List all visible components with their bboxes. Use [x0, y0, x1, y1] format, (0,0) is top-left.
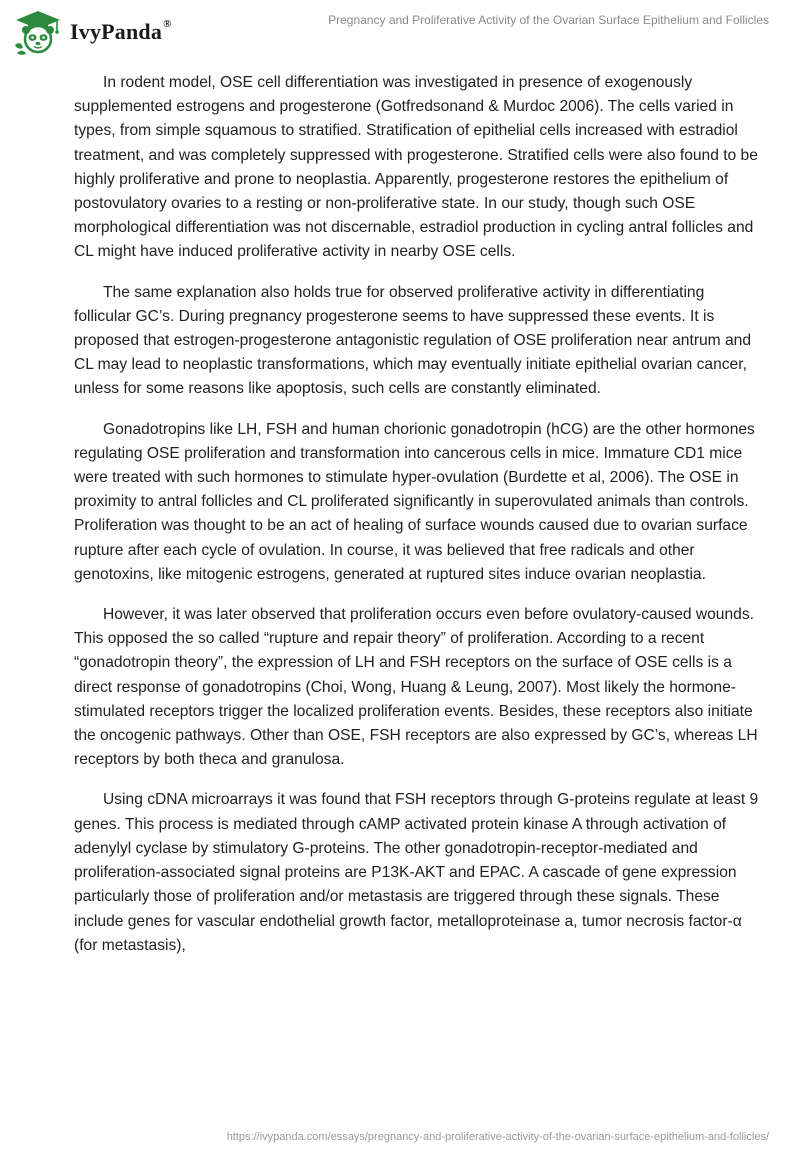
source-url[interactable]: https://ivypanda.com/essays/pregnancy-and-proliferative-activity-of-the-ovarian-surface-epithelium-and-follicles/ — [226, 1131, 769, 1143]
paragraph: Gonadotropins like LH, FSH and human chorionic gonadotropin (hCG) are the other hormones regulating OSE proliferation and transformation into cancerous cells in mice. Immature CD1 mice were treated with such hormones to stimulate hyper-ovulation (Burdette et al, 2006). The OSE in proximity to antral follicles and CL proliferated significantly in superovulated animals than controls. Proliferation was thought to be an act of healing of surface wounds caused due to ovarian surface rupture after each cycle of ovulation. In course, it was believed that free radicals and other genotoxins, like mitogenic estrogens, generated at ruptured sites induce ovarian neoplastia. — [74, 420, 755, 583]
site-logo[interactable] — [13, 9, 172, 55]
paragraph: Using cDNA microarrays it was found that FSH receptors through G-proteins regulate at least 9 genes. This process is mediated through cAMP activated protein kinase A through activation of adenylyl cyclase by stimulatory G-proteins. The other gonadotropin-receptor-mediated and proliferation-associated signal proteins are P13K-AKT and EPAC. A cascade of gene expression particularly those of proliferation and/or metastasis are triggered through these signals. These include genes for vascular endothelial growth factor, metalloproteinase a, tumor necrosis factor-α (for metastasis), — [74, 791, 759, 954]
brand-name — [70, 19, 172, 45]
document-title: Pregnancy and Proliferative Activity of the Ovarian Surface Epithelium and Follicles — [328, 13, 769, 27]
brand-name-text: IvyPanda — [70, 19, 163, 44]
paragraph: In rodent model, OSE cell differentiation was investigated in presence of exogenously supplemented estrogens and progesterone (Gotfredsonand & Murdoc 2006). The cells varied in types, from simple squamous to stratified. Stratification of epithelial cells increased with estradiol treatment, and was completely suppressed with progesterone. Stratified cells were also found to be highly proliferative and prone to neoplastia. Apparently, progesterone restores the epithelium of postovulatory ovaries to a resting or non-proliferative state. In our study, though such OSE morphological differentiation was not discernable, estradiol production in cycling antral follicles and CL might have induced proliferative activity in nearby OSE cells. — [74, 74, 758, 261]
panda-graduate-icon — [13, 9, 63, 55]
article-body — [74, 71, 764, 974]
paragraph: The same explanation also holds true for observed proliferative activity in differentiating follicular GC’s. During pregnancy progesterone seems to have suppressed these events. It is proposed that estrogen-progesterone antagonistic regulation of OSE proliferation near antrum and CL may lead to neoplastic transformations, which may eventually initiate epithelial ovarian cancer, unless for some reasons like apoptosis, such cells are constantly eliminated. — [74, 283, 752, 398]
registered-mark: ® — [163, 18, 172, 30]
paragraph: However, it was later observed that proliferation occurs even before ovulatory-caused wounds. This opposed the so called “rupture and repair theory” of proliferation. According to a recent “gonadotropin theory”, the expression of LH and FSH receptors on the surface of OSE cells is a direct response of gonadotropins (Choi, Wong, Huang & Leung, 2007). Most likely the hormone-stimulated receptors trigger the localized proliferation events. Besides, these receptors also initiate the oncogenic pathways. Other than OSE, FSH receptors are also expressed by GC’s, whereas LH receptors by both theca and granulosa. — [74, 606, 758, 769]
